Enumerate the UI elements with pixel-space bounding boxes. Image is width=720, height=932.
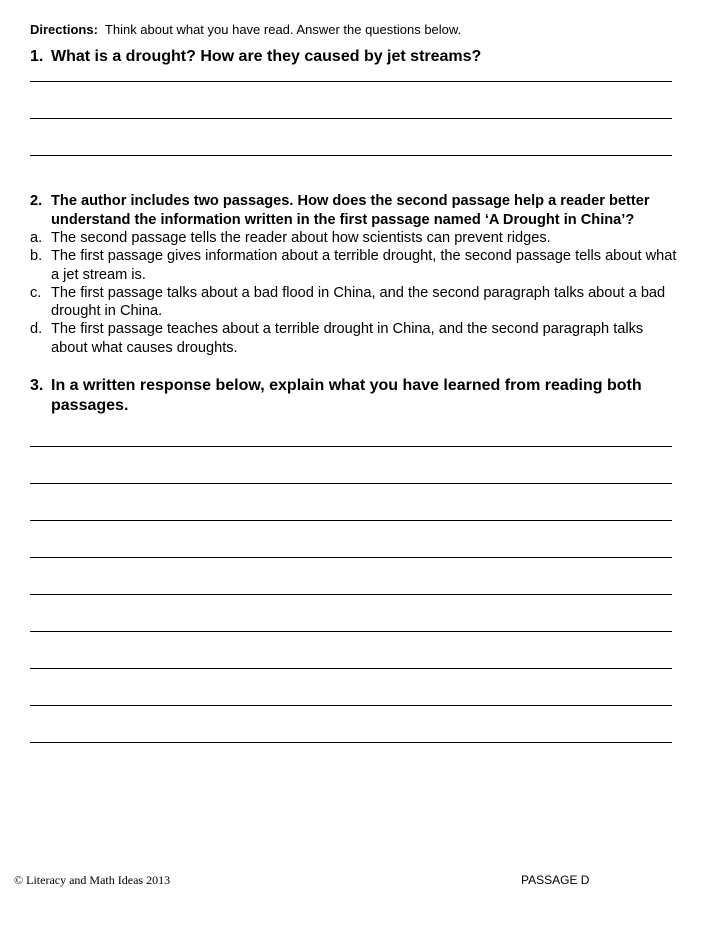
answer-line[interactable] [30,668,672,669]
question-number: 1. [30,48,44,65]
question-3 [30,376,680,416]
answer-line[interactable] [30,742,672,743]
question-2 [30,192,680,230]
question-1 [30,47,481,67]
option-letter: c. [30,284,42,301]
question-text: In a written response below, explain what you have learned from reading both passages. [51,377,642,414]
option-letter: a. [30,230,43,246]
answer-line[interactable] [30,81,672,82]
directions [30,22,461,38]
answer-line[interactable] [30,557,672,558]
answer-line[interactable] [30,155,672,156]
question-text: What is a drought? How are they caused by jet streams? [51,48,482,65]
answer-line[interactable] [30,483,672,484]
option-text: The first passage talks about a bad flood in China, and the second paragraph talks about a bad drought in China. [51,284,666,320]
answer-line[interactable] [30,446,672,447]
directions-label: Directions: [30,22,98,37]
question-text: The author includes two passages. How does the second passage help a reader better understand the information written in the first passage named ‘A Drought in China’? [51,193,650,228]
answer-line[interactable] [30,631,672,632]
answer-line[interactable] [30,594,672,595]
option-letter: b. [30,248,43,265]
answer-line[interactable] [30,705,672,706]
answer-option-a[interactable] [30,229,680,247]
copyright-footer: © Literacy and Math Ideas 2013 [14,873,171,887]
answer-line[interactable] [30,118,672,119]
answer-line[interactable] [30,520,672,521]
option-text: The first passage teaches about a terrible drought in China, and the second paragraph talks about what causes droughts. [51,321,644,356]
option-text: The first passage gives information about a terrible drought, the second passage tells about what a jet stream is. [51,248,677,283]
passage-label: PASSAGE D [521,873,590,887]
option-text: The second passage tells the reader about how scientists can prevent ridges. [51,230,551,246]
question-number: 3. [30,377,44,394]
directions-text: Think about what you have read. Answer the questions below. [104,22,462,37]
answer-options [30,229,680,357]
answer-option-d[interactable] [30,320,680,357]
answer-option-c[interactable] [30,284,680,321]
option-letter: d. [30,321,43,338]
answer-option-b[interactable] [30,247,680,284]
question-number: 2. [30,193,43,209]
